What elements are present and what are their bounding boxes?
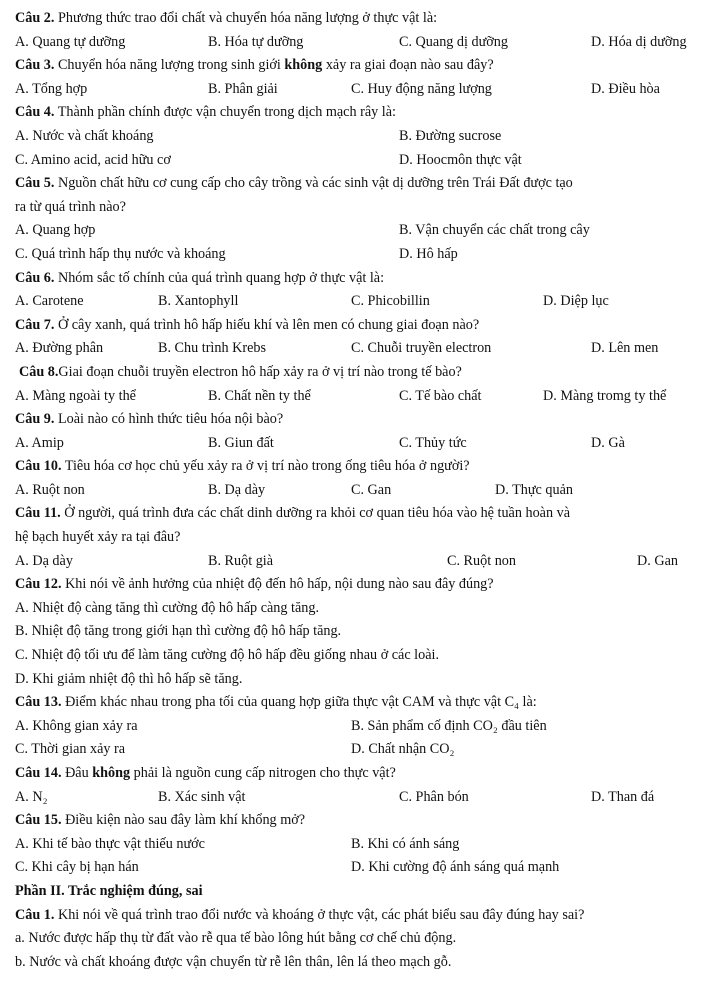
question-2 bbox=[15, 7, 715, 31]
emphasis: không bbox=[92, 765, 131, 781]
question-number: Câu 12. bbox=[15, 576, 62, 593]
options-row bbox=[15, 78, 715, 102]
option-c: C. Huy động năng lượng bbox=[351, 80, 492, 97]
question-9 bbox=[15, 408, 715, 432]
statement-b: b. Nước và chất khoáng được vận chuyển từ rễ lên thân, lên lá theo mạch gỗ. bbox=[15, 953, 452, 970]
options-row bbox=[15, 786, 715, 810]
question-3 bbox=[15, 54, 715, 78]
options-row bbox=[15, 385, 715, 409]
option-a: A. Carotene bbox=[15, 293, 84, 310]
option-d: D. Hô hấp bbox=[399, 245, 458, 262]
options-row bbox=[15, 125, 715, 149]
option-b: B. Nhiệt độ tăng trong giới hạn thì cường độ hô hấp tăng. bbox=[15, 623, 342, 640]
option-c: C. Tế bào chất bbox=[399, 387, 482, 404]
question-5 bbox=[15, 172, 715, 196]
options-row bbox=[15, 479, 715, 503]
question-text: Đâu bbox=[65, 765, 93, 781]
question-text-continued: ra từ quá trình nào? bbox=[15, 198, 126, 215]
option-d: D. Thực quản bbox=[495, 481, 573, 498]
options-row bbox=[15, 337, 715, 361]
options-row bbox=[15, 550, 715, 574]
option-a: A. Nhiệt độ càng tăng thì cường độ hô hấp càng tăng. bbox=[15, 599, 319, 616]
options-row bbox=[15, 856, 715, 880]
question-number: Câu 9. bbox=[15, 411, 55, 428]
option-c: C. Quang dị dưỡng bbox=[399, 33, 508, 50]
option-c: C. Thời gian xảy ra bbox=[15, 741, 126, 758]
question-6 bbox=[15, 267, 715, 291]
document-page bbox=[15, 7, 715, 974]
option-a: A. Màng ngoài ty thể bbox=[15, 387, 136, 404]
option-c: C. Gan bbox=[351, 481, 392, 498]
option-d: D. Than đá bbox=[591, 788, 655, 805]
options-row bbox=[15, 219, 715, 243]
option-d: D. Hoocmôn thực vật bbox=[399, 151, 522, 168]
options-row bbox=[15, 715, 715, 739]
option-d: D. Gan bbox=[637, 552, 678, 569]
option-b: B. Xantophyll bbox=[158, 293, 239, 310]
question-text: Phương thức trao đổi chất và chuyển hóa năng lượng ở thực vật là: bbox=[57, 10, 438, 26]
question-text: Điều kiện nào sau đây làm khí khổng mở? bbox=[65, 812, 306, 829]
option-a: A. Tổng hợp bbox=[15, 80, 88, 97]
option-d: D. Khi giảm nhiệt độ thì hô hấp sẽ tăng. bbox=[15, 670, 243, 687]
question-number: Câu 1. bbox=[15, 906, 55, 923]
options-row bbox=[15, 833, 715, 857]
question-text: Ở cây xanh, quá trình hô hấp hiếu khí và lên men có chung giai đoạn nào? bbox=[57, 316, 480, 333]
option-a: A. Ruột non bbox=[15, 481, 85, 498]
question-text: Loài nào có hình thức tiêu hóa nội bào? bbox=[57, 411, 284, 428]
question-text: Nhóm sắc tố chính của quá trình quang hợp ở thực vật là: bbox=[57, 269, 385, 286]
question-number: Câu 6. bbox=[15, 269, 55, 286]
options-row bbox=[15, 243, 715, 267]
question-text: Điểm khác nhau trong pha tối của quang hợp giữa thực vật CAM và thực vật C₄ là: bbox=[65, 694, 537, 711]
question-12 bbox=[15, 573, 715, 597]
question-13 bbox=[15, 691, 715, 715]
option-c: C. Chuỗi truyền electron bbox=[351, 340, 492, 357]
question-text-end: xảy ra giai đoạn nào sau đây? bbox=[322, 57, 494, 74]
question-text-continued: hệ bạch huyết xảy ra tại đâu? bbox=[15, 529, 181, 546]
option-c: C. Quá trình hấp thụ nước và khoáng bbox=[15, 245, 226, 262]
question-4 bbox=[15, 101, 715, 125]
option-d: D. Hóa dị dưỡng bbox=[591, 33, 687, 50]
question-number: Câu 14. bbox=[15, 765, 62, 781]
options-row bbox=[15, 432, 715, 456]
question-text: Thành phần chính được vận chuyển trong dịch mạch rây là: bbox=[57, 104, 396, 121]
question-text: Khi nói về ảnh hưởng của nhiệt độ đến hô hấp, nội dung nào sau đây đúng? bbox=[65, 576, 494, 593]
option-c: C. Phân bón bbox=[399, 788, 469, 805]
option-d: D. Gà bbox=[591, 434, 625, 451]
option-a: A. Đường phân bbox=[15, 340, 104, 357]
options-row bbox=[15, 149, 715, 173]
question-10 bbox=[15, 455, 715, 479]
question-15 bbox=[15, 809, 715, 833]
option-b: B. Vận chuyển các chất trong cây bbox=[399, 222, 590, 239]
option-a: A. Nước và chất khoáng bbox=[15, 127, 154, 144]
question-11 bbox=[15, 502, 715, 526]
option-b: B. Phân giải bbox=[208, 80, 278, 97]
question-8 bbox=[15, 361, 715, 385]
question-number: Câu 3. bbox=[15, 57, 55, 74]
option-b: B. Ruột già bbox=[208, 552, 274, 569]
emphasis: không bbox=[284, 57, 323, 74]
question-text: Chuyển hóa năng lượng trong sinh giới bbox=[57, 57, 285, 74]
option-b: B. Sản phẩm cố định CO₂ đầu tiên bbox=[351, 717, 547, 734]
option-b: B. Dạ dày bbox=[208, 481, 266, 498]
option-b: B. Khi có ánh sáng bbox=[351, 835, 460, 852]
section-heading: Phần II. Trắc nghiệm đúng, sai bbox=[15, 882, 203, 899]
option-d: D. Điều hòa bbox=[591, 80, 660, 97]
question-text-end: phải là nguồn cung cấp nitrogen cho thực vật? bbox=[130, 765, 396, 781]
question-7 bbox=[15, 314, 715, 338]
question-number: Câu 7. bbox=[15, 316, 55, 333]
option-b: B. Đường sucrose bbox=[399, 127, 502, 144]
option-d: D. Diệp lục bbox=[543, 293, 609, 310]
option-c: C. Amino acid, acid hữu cơ bbox=[15, 151, 171, 168]
option-b: B. Chất nền ty thể bbox=[208, 387, 311, 404]
option-c: C. Phicobillin bbox=[351, 293, 430, 310]
question-number: Câu 5. bbox=[15, 175, 55, 192]
question-text: Ở người, quá trình đưa các chất dinh dưỡng ra khỏi cơ quan tiêu hóa vào hệ tuần hoàn và bbox=[64, 505, 571, 522]
question-text: Nguồn chất hữu cơ cung cấp cho cây trồng và các sinh vật dị dưỡng trên Trái Đất được tạo bbox=[57, 175, 573, 192]
option-b: B. Giun đất bbox=[208, 434, 274, 451]
question-number: Câu 13. bbox=[15, 694, 62, 711]
option-a: A. Khi tế bào thực vật thiếu nước bbox=[15, 835, 205, 852]
question-number: Câu 4. bbox=[15, 104, 55, 121]
question-number: Câu 10. bbox=[15, 458, 62, 475]
question-number: Câu 8. bbox=[19, 363, 59, 380]
option-c: C. Nhiệt độ tối ưu để làm tăng cường độ hô hấp đều giống nhau ở các loài. bbox=[15, 647, 439, 664]
option-c: C. Khi cây bị hạn hán bbox=[15, 859, 139, 876]
option-a: A. Amip bbox=[15, 434, 64, 451]
option-c: C. Ruột non bbox=[447, 552, 516, 569]
question-14 bbox=[15, 762, 715, 786]
part2-question-1 bbox=[15, 904, 715, 928]
option-c: C. Thủy tức bbox=[399, 434, 467, 451]
option-a: A. N₂ bbox=[15, 788, 48, 805]
question-number: Câu 15. bbox=[15, 812, 62, 829]
question-text: Tiêu hóa cơ học chủ yếu xảy ra ở vị trí nào trong ống tiêu hóa ở người? bbox=[64, 458, 470, 475]
question-text: Giai đoạn chuỗi truyền electron hô hấp xảy ra ở vị trí nào trong tế bào? bbox=[58, 363, 462, 380]
question-number: Câu 2. bbox=[15, 10, 55, 26]
option-a: A. Không gian xảy ra bbox=[15, 717, 138, 734]
option-a: A. Quang hợp bbox=[15, 222, 96, 239]
option-b: B. Chu trình Krebs bbox=[158, 340, 266, 357]
statement-a: a. Nước được hấp thụ từ đất vào rễ qua tế bào lông hút bằng cơ chế chủ động. bbox=[15, 930, 457, 947]
question-number: Câu 11. bbox=[15, 505, 61, 522]
options-row bbox=[15, 31, 715, 55]
option-d: D. Khi cường độ ánh sáng quá mạnh bbox=[351, 859, 560, 876]
option-b: B. Hóa tự dưỡng bbox=[208, 33, 304, 50]
option-d: D. Chất nhận CO₂ bbox=[351, 741, 455, 758]
option-b: B. Xác sinh vật bbox=[158, 788, 246, 805]
options-row bbox=[15, 738, 715, 762]
option-a: A. Quang tự dưỡng bbox=[15, 33, 126, 50]
options-row bbox=[15, 290, 715, 314]
option-d: D. Màng tromg ty thể bbox=[543, 387, 667, 404]
option-a: A. Dạ dày bbox=[15, 552, 73, 569]
option-d: D. Lên men bbox=[591, 340, 659, 357]
question-text: Khi nói về quá trình trao đổi nước và khoáng ở thực vật, các phát biểu sau đây đúng hay sai? bbox=[57, 906, 585, 923]
